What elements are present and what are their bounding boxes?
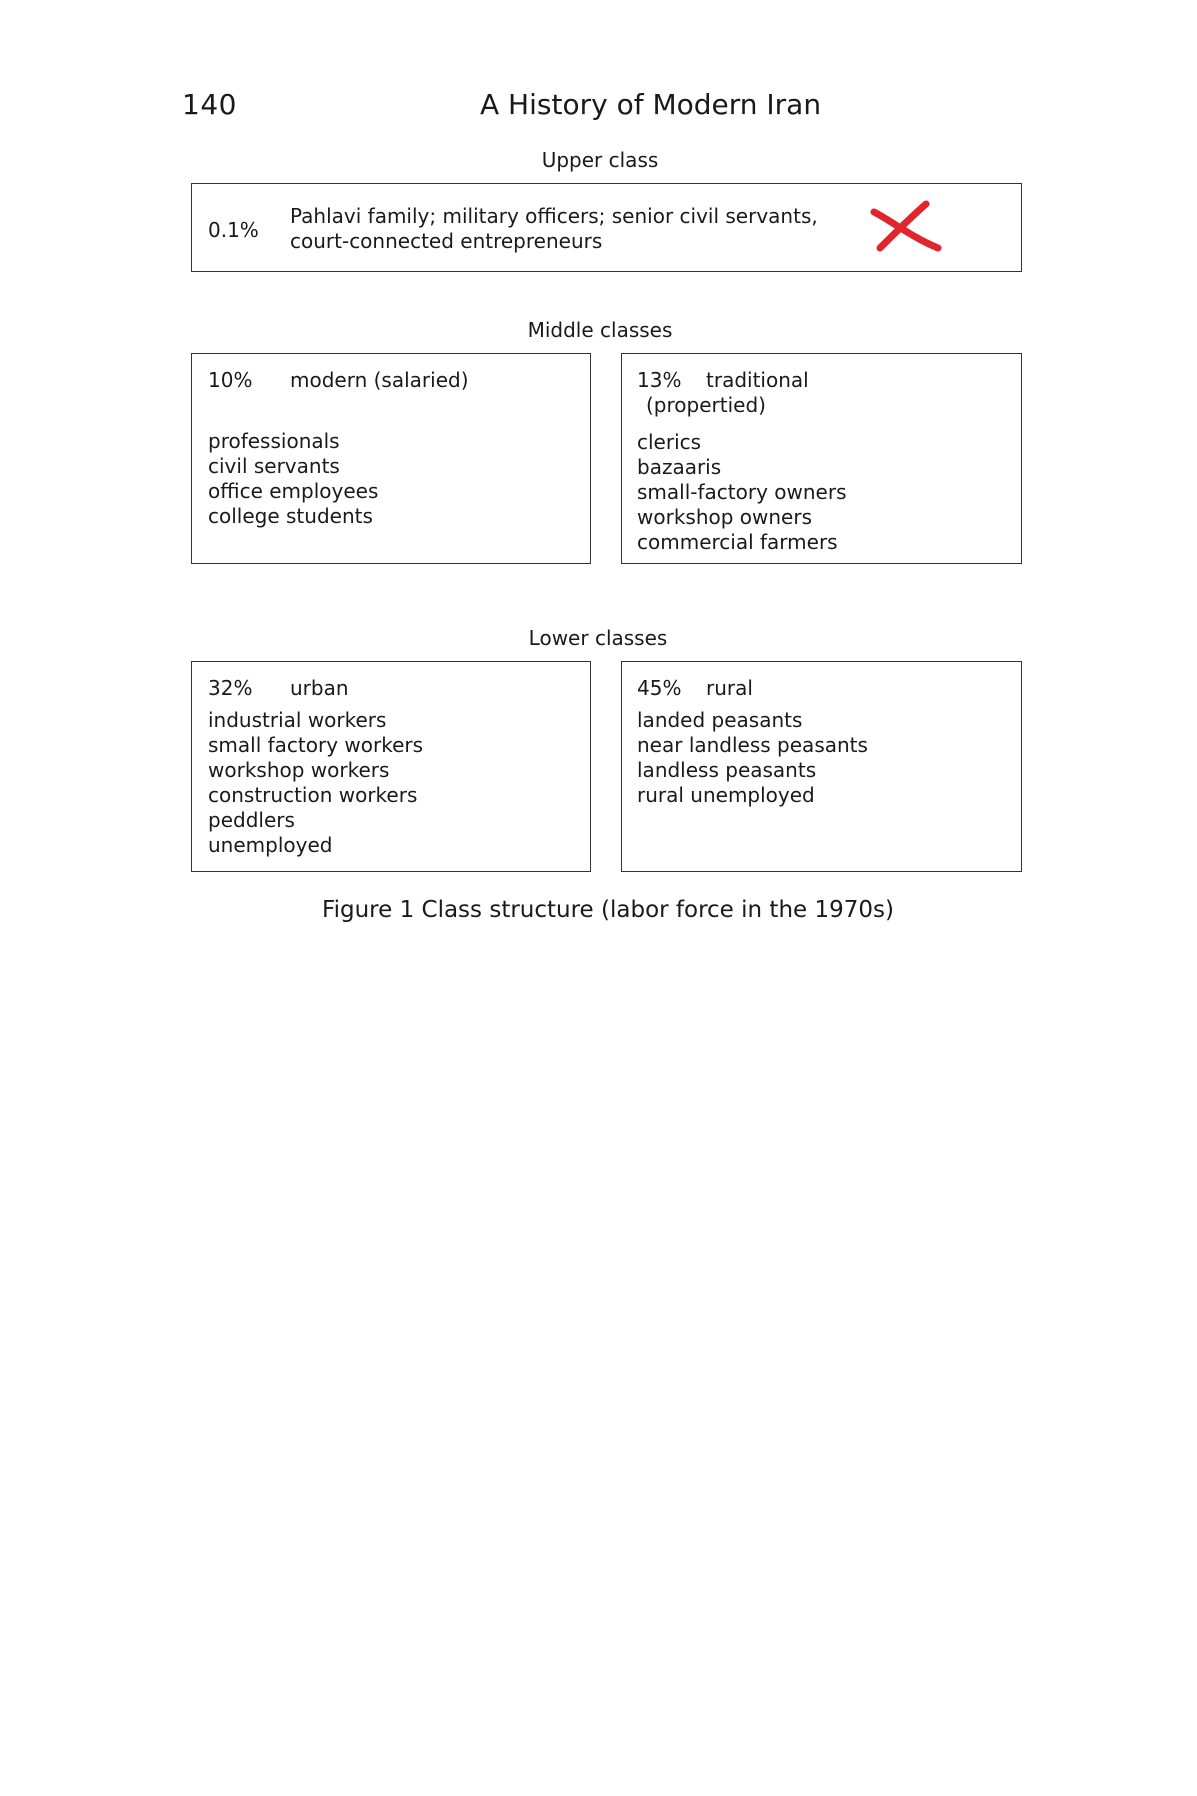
middle-modern-list: [208, 429, 378, 529]
list-item: professionals: [208, 429, 340, 453]
running-title: A History of Modern Iran: [480, 88, 822, 121]
upper-class-heading: Upper class: [541, 148, 659, 172]
lower-classes-heading: Lower classes: [528, 626, 668, 650]
list-item: rural unemployed: [637, 783, 815, 807]
figure-caption: Figure 1 Class structure (labor force in the 1970s): [322, 897, 894, 923]
list-item: small-factory owners: [637, 480, 847, 504]
list-item: near landless peasants: [637, 733, 868, 757]
lower-rural-list: [637, 708, 868, 808]
list-item: office employees: [208, 479, 379, 503]
list-item: civil servants: [208, 454, 340, 478]
lower-urban-box: [191, 661, 591, 872]
list-item: landless peasants: [637, 758, 817, 782]
red-x-mark-icon: [868, 198, 944, 254]
middle-traditional-label-2: (propertied): [646, 393, 766, 417]
list-item: college students: [208, 504, 373, 528]
lower-urban-list: [208, 708, 423, 858]
list-item: construction workers: [208, 783, 418, 807]
list-item: bazaaris: [637, 455, 722, 479]
middle-modern-box: [191, 353, 591, 564]
list-item: industrial workers: [208, 708, 387, 732]
list-item: workshop workers: [208, 758, 390, 782]
middle-traditional-label: traditional: [706, 368, 809, 392]
page-number: 140: [182, 88, 237, 121]
middle-classes-heading: Middle classes: [527, 318, 673, 342]
list-item: clerics: [637, 430, 702, 454]
middle-traditional-list: [637, 430, 847, 555]
lower-rural-box: [621, 661, 1022, 872]
upper-class-description-line: court-connected entrepreneurs: [290, 229, 603, 253]
upper-class-description: [290, 204, 818, 254]
lower-rural-label: rural: [706, 676, 753, 700]
middle-traditional-percent: 13%: [637, 368, 682, 392]
lower-rural-percent: 45%: [637, 676, 682, 700]
lower-urban-percent: 32%: [208, 676, 253, 700]
middle-traditional-box: [621, 353, 1022, 564]
upper-class-percent: 0.1%: [208, 218, 259, 242]
middle-modern-percent: 10%: [208, 368, 253, 392]
list-item: landed peasants: [637, 708, 803, 732]
list-item: commercial farmers: [637, 530, 838, 554]
middle-modern-label: modern (salaried): [290, 368, 469, 392]
list-item: small factory workers: [208, 733, 424, 757]
upper-class-description-line: Pahlavi family; military officers; senior civil servants,: [290, 204, 818, 228]
list-item: unemployed: [208, 833, 333, 857]
list-item: peddlers: [208, 808, 295, 832]
list-item: workshop owners: [637, 505, 812, 529]
lower-urban-label: urban: [290, 676, 349, 700]
